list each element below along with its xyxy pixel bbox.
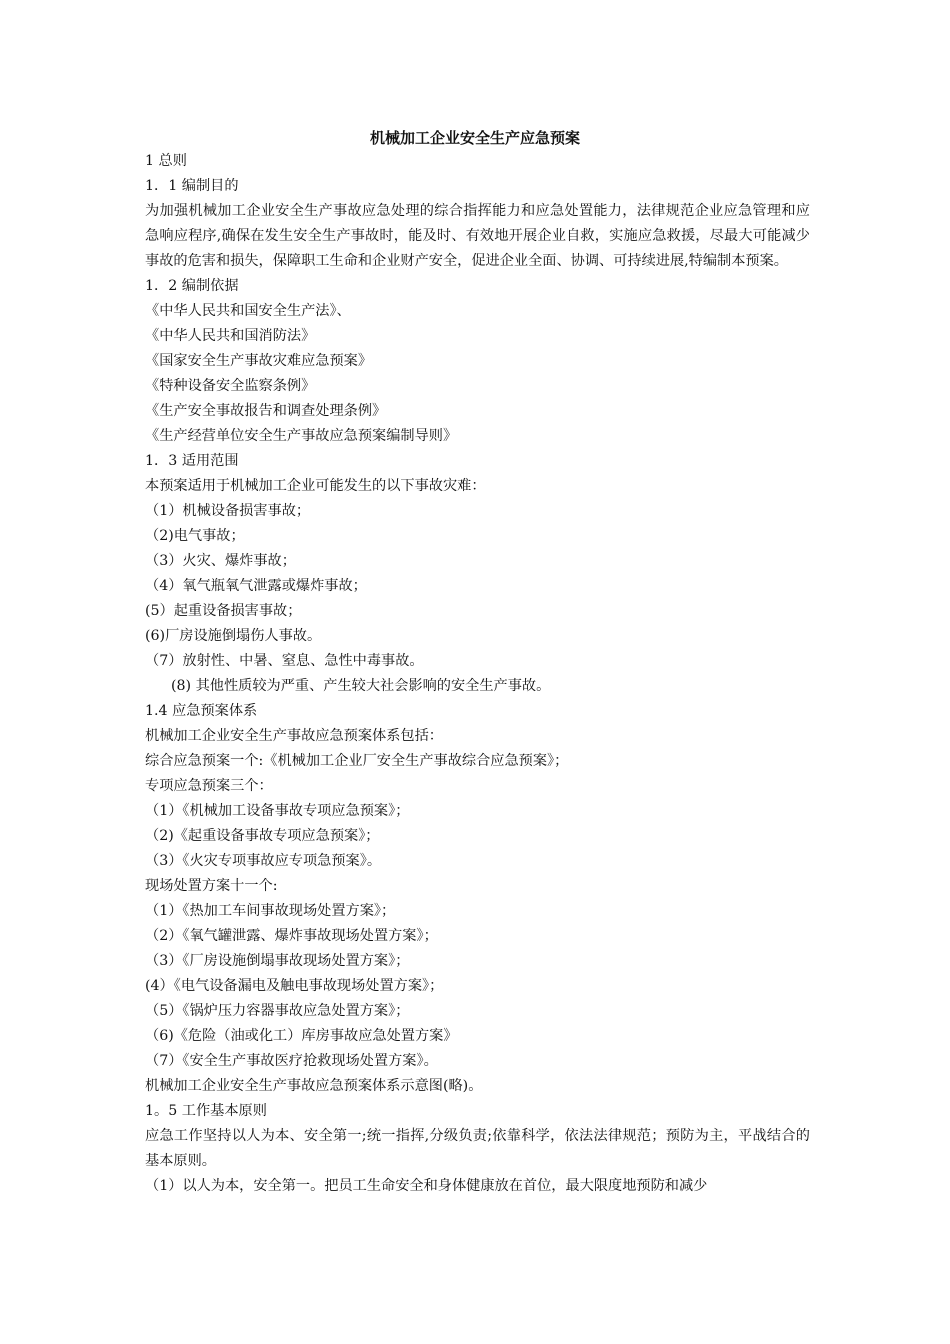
heading-purpose: 1．1 编制目的 xyxy=(145,178,239,194)
principle-item: （1）以人为本，安全第一。把员工生命安全和身体健康放在首位，最大限度地预防和减少 xyxy=(145,1178,708,1194)
paragraph-purpose: 为加强机械加工企业安全生产事故应急处理的综合指挥能力和应急处置能力，法律规范企业应急管理和应急响应程序,确保在发生安全生产事故时，能及时、有效地开展企业自救，实施应急救援，尽最大可能减少事故的危害和损失，保障职工生命和企业财产安全，促进企业全面、协调、可持续进展,特编制本预案。 xyxy=(145,203,810,269)
basis-item: 《生产安全事故报告和调查处理条例》 xyxy=(145,403,387,419)
scope-item: （4）氧气瓶氧气泄露或爆炸事故； xyxy=(145,578,367,594)
plan-system-intro: 机械加工企业安全生产事故应急预案体系包括： xyxy=(145,728,443,744)
scope-item: （2)电气事故； xyxy=(145,528,245,544)
plan-system-item: （3）《厂房设施倒塌事故现场处置方案》； xyxy=(145,953,410,969)
scope-intro: 本预案适用于机械加工企业可能发生的以下事故灾难： xyxy=(145,478,486,494)
plan-system-item: 专项应急预案三个： xyxy=(145,778,273,794)
scope-item: （3）火灾、爆炸事故； xyxy=(145,553,296,569)
plan-system-diagram-note: 机械加工企业安全生产事故应急预案体系示意图(略)。 xyxy=(145,1078,483,1094)
heading-scope: 1．3 适用范围 xyxy=(145,453,239,469)
plan-system-item: 现场处置方案十一个: xyxy=(145,878,278,894)
basis-item: 《特种设备安全监察条例》 xyxy=(145,378,316,394)
paragraph-principles: 应急工作坚持以人为本、安全第一;统一指挥,分级负责;依靠科学，依法法律规范；预防为主，平战结合的基本原则。 xyxy=(145,1128,810,1169)
scope-item: (8) 其他性质较为严重、产生较大社会影响的安全生产事故。 xyxy=(171,678,551,694)
plan-system-item: （1）《热加工车间事故现场处置方案》； xyxy=(145,903,396,919)
plan-system-item: (4）《电气设备漏电及触电事故现场处置方案》； xyxy=(145,978,444,994)
basis-item: 《国家安全生产事故灾难应急预案》 xyxy=(145,353,373,369)
plan-system-item: （6)《危险（油或化工）库房事故应急处置方案》 xyxy=(145,1028,458,1044)
heading-general: 1 总则 xyxy=(145,153,187,169)
basis-item: 《中华人民共和国安全生产法》、 xyxy=(145,303,351,319)
plan-system-item: （7）《安全生产事故医疗抢救现场处置方案》。 xyxy=(145,1053,438,1069)
scope-item: （1）机械设备损害事故； xyxy=(145,503,311,519)
scope-item: (5）起重设备损害事故； xyxy=(145,603,302,619)
plan-system-item: 综合应急预案一个:《机械加工企业厂安全生产事故综合应急预案》； xyxy=(145,753,569,769)
heading-principles: 1。5 工作基本原则 xyxy=(145,1103,267,1119)
scope-item: (6)厂房设施倒塌伤人事故。 xyxy=(145,628,322,644)
plan-system-item: （2)《起重设备事故专项应急预案》； xyxy=(145,828,380,844)
plan-system-item: （1）《机械加工设备事故专项应急预案》； xyxy=(145,803,410,819)
heading-basis: 1．2 编制依据 xyxy=(145,278,239,294)
plan-system-item: （2）《氧气罐泄露、爆炸事故现场处置方案》； xyxy=(145,928,438,944)
document-title: 机械加工企业安全生产应急预案 xyxy=(369,129,580,147)
scope-item: （7）放射性、中暑、窒息、急性中毒事故。 xyxy=(145,653,424,669)
plan-system-item: （3）《火灾专项事故应专项急预案》。 xyxy=(145,853,382,869)
basis-item: 《中华人民共和国消防法》 xyxy=(145,328,316,344)
document-body xyxy=(145,149,810,1199)
basis-item: 《生产经营单位安全生产事故应急预案编制导则》 xyxy=(145,428,458,444)
plan-system-item: （5）《锅炉压力容器事故应急处置方案》； xyxy=(145,1003,410,1019)
heading-plan-system: 1.4 应急预案体系 xyxy=(145,703,258,719)
